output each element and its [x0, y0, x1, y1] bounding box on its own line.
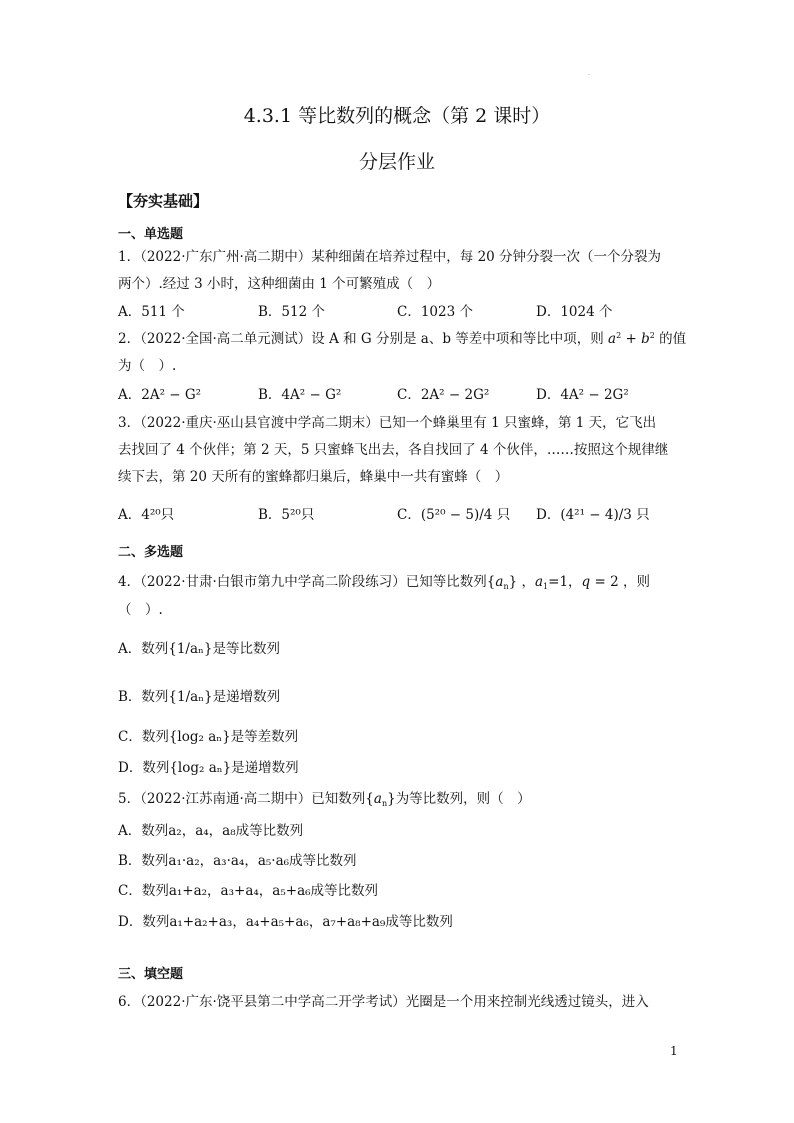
q2-line1-end: 的值 [659, 331, 687, 347]
q5-sequence: $\{a_n\}$ [365, 791, 396, 808]
page-number: 1 [670, 1044, 678, 1058]
q4-option-a: A．数列{1/aₙ}是等比数列 [118, 641, 280, 657]
q4-line1 [118, 570, 650, 590]
q3-line1: 3．（2022·重庆·巫山县官渡中学高二期末）已知一个蜂巢里有 1 只蜜蜂，第 1 天，它飞出 [118, 415, 657, 431]
q1-option-c: C．1023 个 [397, 304, 473, 320]
q6-line1: 6．（2022·广东·饶平县第二中学高二开学考试）光圈是一个用来控制光线透过镜头，进入 [118, 994, 649, 1010]
q2-line2: 为（ ）. [118, 358, 177, 374]
q2-line1-text: 2．（2022·全国·高二单元测试）设 A 和 G 分别是 a、b 等差中项和等比中项，则 [118, 331, 604, 347]
section-tag: 【夯实基础】 [118, 192, 209, 210]
page-title: 4.3.1 等比数列的概念（第 2 课时） [243, 105, 551, 127]
q5-line1-text: 5．（2022·江苏南通·高二期中）已知数列 [118, 791, 366, 807]
q4-line1-end: ，则 [622, 574, 650, 590]
corner-mark: · [588, 72, 590, 79]
q5-option-b: B．数列a₁·a₂，a₃·a₄，a₅·a₆成等比数列 [118, 853, 357, 869]
q4-line1-text: 4．（2022·甘肃·白银市第九中学高二阶段练习）已知等比数列 [118, 574, 487, 590]
q2-line1 [118, 327, 686, 347]
q4-line2: （ ）. [118, 602, 163, 618]
q4-condition: $\{a_n\}$ ，$a_1=1$，q = 2 [486, 574, 623, 591]
q1-option-b: B．512 个 [258, 304, 325, 320]
q3-line3: 续下去，第 20 天所有的蜜蜂都归巢后，蜂巢中一共有蜜蜂（ ） [118, 469, 509, 485]
q4-option-c: C．数列{log₂ aₙ}是等差数列 [118, 729, 299, 745]
q3-option-d: D．(4²¹ − 4)/3 只 [536, 507, 650, 523]
q2-option-b: B．4A² − G² [258, 387, 342, 403]
q3-option-c: C．(5²⁰ − 5)/4 只 [397, 507, 511, 523]
q4-option-d: D．数列{log₂ aₙ}是递增数列 [118, 760, 299, 776]
q2-option-a: A．2A² − G² [118, 387, 202, 403]
q4-option-b: B．数列{1/aₙ}是递增数列 [118, 689, 281, 705]
section-multi-choice: 二、多选题 [118, 545, 184, 560]
q1-line2: 两个）.经过 3 小时，这种细菌由 1 个可繁殖成（ ） [118, 276, 441, 292]
q3-line2: 去找回了 4 个伙伴；第 2 天，5 只蜜蜂飞出去，各自找回了 4 个伙伴，……按照这个规律继 [118, 442, 669, 458]
q3-option-a: A．4²⁰只 [118, 507, 175, 523]
q5-option-d: D．数列a₁+a₂+a₃，a₄+a₅+a₆，a₇+a₈+a₉成等比数列 [118, 914, 453, 930]
q1-option-d: D．1024 个 [536, 304, 613, 320]
q3-option-b: B．5²⁰只 [258, 507, 315, 523]
q5-line1-end: 为等比数列，则（ ） [395, 791, 531, 807]
q1-option-a: A．511 个 [118, 304, 185, 320]
q5-option-a: A．数列a₂，a₄，a₈成等比数列 [118, 823, 304, 839]
q5-line1 [118, 787, 531, 807]
page-subtitle: 分层作业 [358, 151, 435, 173]
section-fill-blank: 三、填空题 [118, 967, 184, 982]
q1-line1: 1．（2022·广东广州·高二期中）某种细菌在培养过程中，每 20 分钟分裂一次（一个分裂为 [118, 249, 662, 265]
section-single-choice: 一、单选题 [118, 227, 184, 242]
q2-option-d: D．4A² − 2G² [536, 387, 629, 403]
q2-option-c: C．2A² − 2G² [397, 387, 490, 403]
q2-expression: $a^2 + b^2$ [608, 331, 655, 347]
q5-option-c: C．数列a₁+a₂，a₃+a₄，a₅+a₆成等比数列 [118, 883, 379, 899]
